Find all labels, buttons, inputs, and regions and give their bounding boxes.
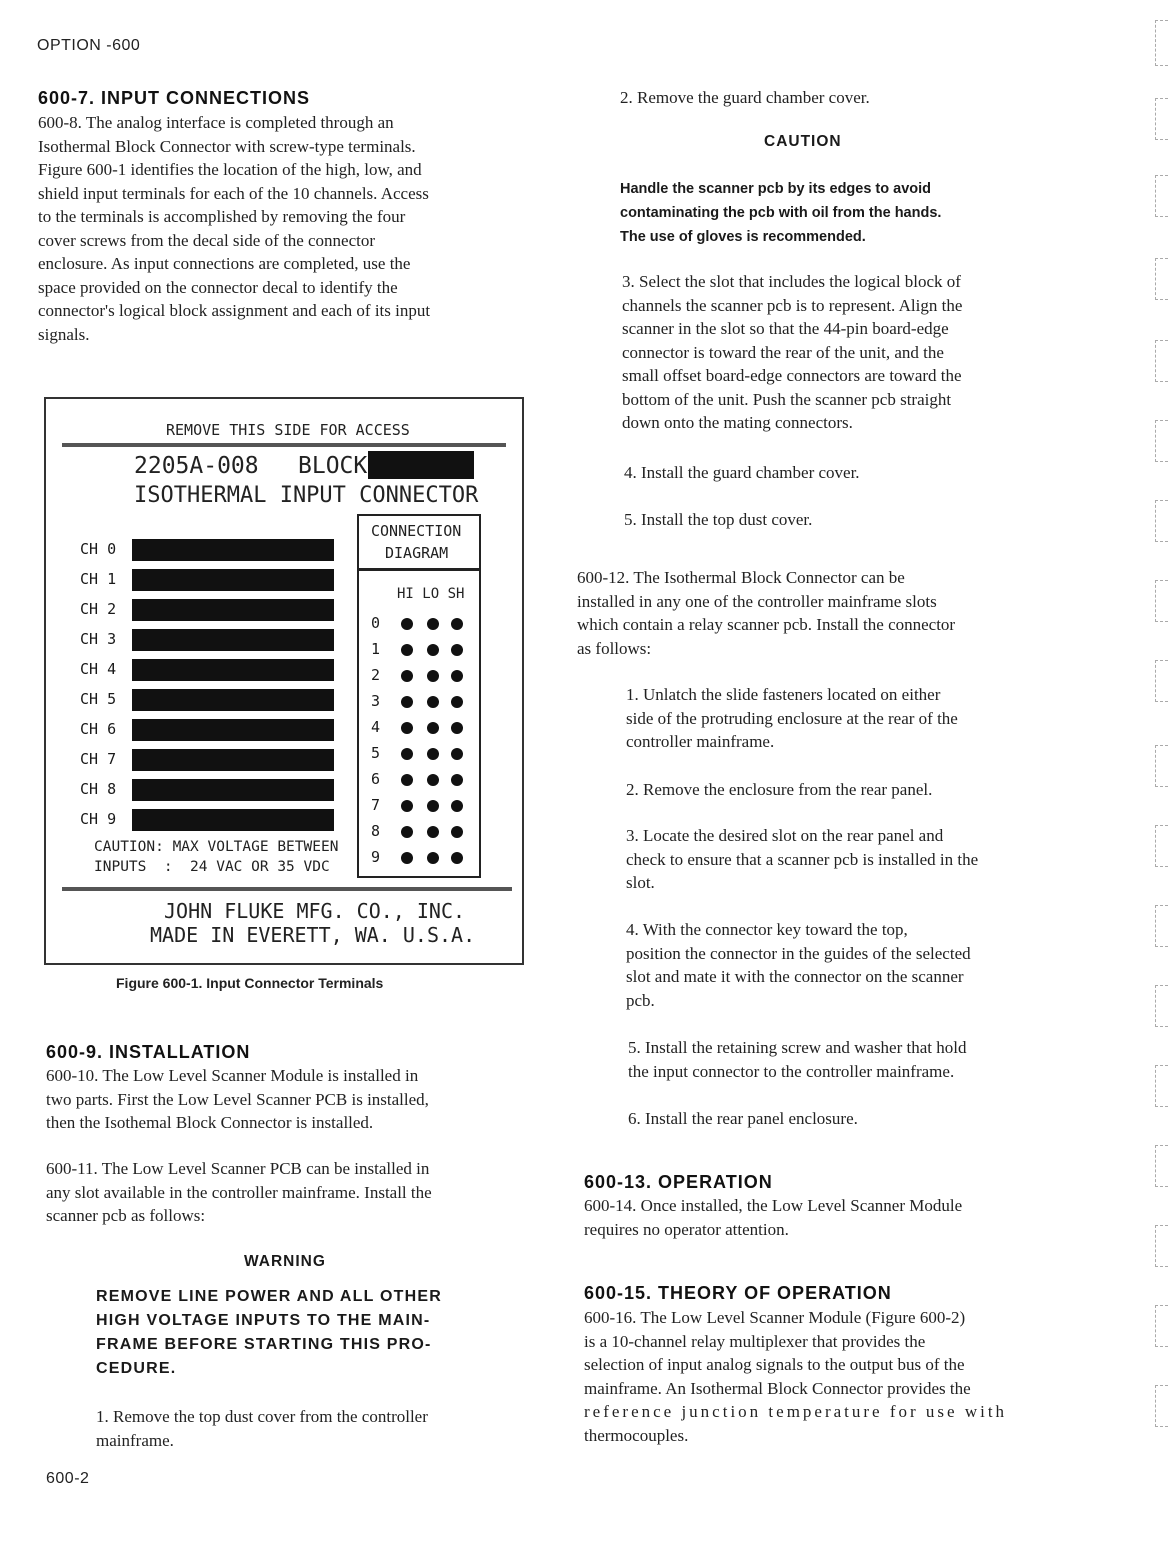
- terminal-row: [371, 640, 471, 660]
- text-line: 600-12. The Isothermal Block Connector can be: [577, 568, 905, 587]
- text-line: enclosure. As input connections are completed, use the: [38, 254, 411, 273]
- terminal-row: [371, 770, 471, 790]
- hi-terminal: [401, 696, 413, 708]
- text-line: signals.: [38, 324, 90, 344]
- channel-label: CH 2: [80, 600, 117, 618]
- text-line: installed in any one of the controller mainframe slots: [577, 591, 937, 611]
- terminal-row: [371, 692, 471, 712]
- heading-input-connections: 600-7. INPUT CONNECTIONS: [38, 88, 311, 108]
- channel-label-strip: [132, 719, 334, 741]
- edge-tab: [1155, 20, 1168, 66]
- edge-tab: [1155, 745, 1168, 787]
- figure-caution-line: CAUTION: MAX VOLTAGE BETWEEN: [94, 839, 339, 855]
- hi-terminal: [401, 618, 413, 630]
- warning-title: WARNING: [244, 1253, 326, 1270]
- figure-block-label: BLOCK: [298, 453, 368, 479]
- shield-terminal: [451, 618, 463, 630]
- channel-label-strip: [132, 569, 334, 591]
- connector-step-4: [626, 918, 1054, 1012]
- shield-terminal: [451, 722, 463, 734]
- channel-label: CH 8: [80, 780, 117, 798]
- text-line: two parts. First the Low Level Scanner PCB is installed,: [46, 1089, 429, 1109]
- text-line: connector's logical block assignment and each of its input: [38, 301, 431, 320]
- connector-step-1: [626, 683, 1054, 754]
- shield-terminal: [451, 670, 463, 682]
- lo-terminal: [427, 748, 439, 760]
- text-line: Figure 600-1 identifies the location of the high, low, and: [38, 160, 422, 179]
- step-1: [96, 1405, 528, 1452]
- terminal-row-number: 6: [371, 770, 381, 788]
- text-line: scanner in the slot so that the 44-pin board-edge: [622, 319, 949, 338]
- text-line: mainframe.: [96, 1430, 174, 1450]
- edge-tab: [1155, 258, 1168, 300]
- text-line: the input connector to the controller mainframe.: [628, 1061, 955, 1081]
- warning-text: [96, 1285, 482, 1381]
- text-line: channels the scanner pcb is to represent. Align the: [622, 295, 963, 315]
- text-line: CEDURE.: [96, 1360, 177, 1377]
- shield-terminal: [451, 826, 463, 838]
- edge-tab: [1155, 1145, 1168, 1187]
- manufacturer-name: JOHN FLUKE MFG. CO., INC.: [164, 899, 466, 923]
- text-line: REMOVE LINE POWER AND ALL OTHER: [96, 1288, 442, 1305]
- text-line: bottom of the unit. Push the scanner pcb straight: [622, 389, 952, 409]
- para-600-8: [38, 111, 518, 346]
- terminal-row-number: 3: [371, 692, 381, 710]
- para-600-16: [584, 1306, 1058, 1447]
- edge-tab: [1155, 98, 1168, 140]
- terminal-row-number: 8: [371, 822, 381, 840]
- text-line: 600-14. Once installed, the Low Level Scanner Module: [584, 1196, 963, 1215]
- connector-step-3: [626, 824, 1054, 895]
- terminal-row: [371, 614, 471, 634]
- channel-label-strip: [132, 809, 334, 831]
- edge-tab: [1155, 985, 1168, 1027]
- text-line: Isothermal Block Connector with screw-type terminals.: [38, 136, 416, 156]
- step-5: 5. Install the top dust cover.: [624, 510, 813, 529]
- edge-tab: [1155, 905, 1168, 947]
- lo-terminal: [427, 852, 439, 864]
- lo-terminal: [427, 826, 439, 838]
- shield-terminal: [451, 800, 463, 812]
- lo-terminal: [427, 618, 439, 630]
- text-line: mainframe. An Isothermal Block Connector provides the: [584, 1378, 971, 1398]
- figure-title: ISOTHERMAL INPUT CONNECTOR: [134, 483, 479, 508]
- shield-terminal: [451, 748, 463, 760]
- shield-terminal: [451, 774, 463, 786]
- edge-tab: [1155, 1065, 1168, 1107]
- shield-terminal: [451, 644, 463, 656]
- diagram-subtitle: DIAGRAM: [385, 544, 449, 562]
- connection-diagram: [357, 514, 481, 878]
- connector-step-2: 2. Remove the enclosure from the rear panel.: [626, 780, 933, 799]
- text-line: down onto the mating connectors.: [622, 413, 853, 432]
- text-line: to the terminals is accomplished by removing the four: [38, 207, 406, 226]
- channel-label: CH 6: [80, 720, 117, 738]
- channel-label: CH 3: [80, 630, 117, 648]
- caution-title: CAUTION: [764, 133, 842, 150]
- text-line: connector is toward the rear of the unit, and the: [622, 342, 944, 362]
- terminal-row: [371, 666, 471, 686]
- text-line: space provided on the connector decal to identify the: [38, 277, 398, 297]
- terminal-row-number: 9: [371, 848, 381, 866]
- text-line: 3. Locate the desired slot on the rear panel and: [626, 826, 944, 845]
- channel-label-strip: [132, 689, 334, 711]
- text-line: HIGH VOLTAGE INPUTS TO THE MAIN-: [96, 1312, 431, 1329]
- edge-tab: [1155, 660, 1168, 702]
- lo-terminal: [427, 800, 439, 812]
- terminal-row: [371, 744, 471, 764]
- text-line: 600-11. The Low Level Scanner PCB can be installed in: [46, 1159, 430, 1178]
- figure-part-number: 2205A-008: [134, 453, 259, 479]
- lo-terminal: [427, 774, 439, 786]
- text-line: reference junction temperature for use with: [584, 1402, 1008, 1421]
- figure-access-text: REMOVE THIS SIDE FOR ACCESS: [166, 421, 410, 439]
- lo-terminal: [427, 696, 439, 708]
- para-600-14: [584, 1194, 1058, 1241]
- terminal-row-number: 7: [371, 796, 381, 814]
- channel-label: CH 9: [80, 810, 117, 828]
- edge-tab: [1155, 825, 1168, 867]
- text-line: check to ensure that a scanner pcb is installed in the: [626, 849, 979, 869]
- block-number-field: [368, 451, 474, 479]
- text-line: controller mainframe.: [626, 732, 775, 751]
- hi-terminal: [401, 852, 413, 864]
- text-line: any slot available in the controller mainframe. Install the: [46, 1182, 432, 1202]
- text-line: contaminating the pcb with oil from the hands.: [620, 205, 942, 221]
- page-number: 600-2: [46, 1470, 90, 1487]
- step-3: [622, 270, 1050, 435]
- terminal-row-number: 1: [371, 640, 381, 658]
- terminal-row: [371, 848, 471, 868]
- text-line: FRAME BEFORE STARTING THIS PRO-: [96, 1336, 432, 1353]
- text-line: then the Isothemal Block Connector is installed.: [46, 1113, 374, 1132]
- text-line: scanner pcb as follows:: [46, 1206, 206, 1225]
- edge-tab: [1155, 1225, 1168, 1267]
- text-line: The use of gloves is recommended.: [620, 229, 866, 245]
- text-line: slot.: [626, 873, 655, 892]
- connector-step-6: 6. Install the rear panel enclosure.: [628, 1109, 858, 1128]
- terminal-row: [371, 718, 471, 738]
- channel-label-strip: [132, 539, 334, 561]
- hi-terminal: [401, 774, 413, 786]
- channel-label: CH 0: [80, 540, 117, 558]
- diagram-title: CONNECTION: [371, 522, 462, 540]
- text-line: side of the protruding enclosure at the rear of the: [626, 708, 958, 728]
- text-line: Handle the scanner pcb by its edges to avoid: [620, 181, 932, 197]
- lo-terminal: [427, 670, 439, 682]
- channel-label-strip: [132, 629, 334, 651]
- shield-terminal: [451, 696, 463, 708]
- text-line: requires no operator attention.: [584, 1219, 789, 1239]
- text-line: 5. Install the retaining screw and washer that hold: [628, 1038, 967, 1057]
- channel-label: CH 7: [80, 750, 117, 768]
- channel-label-strip: [132, 749, 334, 771]
- hi-terminal: [401, 644, 413, 656]
- edge-tab: [1155, 1385, 1168, 1427]
- edge-tab: [1155, 340, 1168, 382]
- terminal-row-number: 0: [371, 614, 381, 632]
- para-600-10: [46, 1064, 526, 1135]
- lo-terminal: [427, 722, 439, 734]
- hi-terminal: [401, 670, 413, 682]
- edge-tab: [1155, 1305, 1168, 1347]
- connector-figure: [44, 397, 524, 965]
- text-line: selection of input analog signals to the output bus of the: [584, 1355, 965, 1374]
- channel-label: CH 4: [80, 660, 117, 678]
- text-line: position the connector in the guides of the selected: [626, 943, 971, 963]
- text-line: small offset board-edge connectors are toward the: [622, 366, 962, 385]
- hi-terminal: [401, 826, 413, 838]
- text-line: slot and mate it with the connector on the scanner: [626, 967, 964, 986]
- terminal-row-number: 5: [371, 744, 381, 762]
- terminal-row: [371, 796, 471, 816]
- text-line: is a 10-channel relay multiplexer that provides the: [584, 1331, 926, 1351]
- page-header: OPTION -600: [37, 37, 141, 54]
- caution-text: [620, 177, 1050, 249]
- text-line: thermocouples.: [584, 1425, 689, 1445]
- channel-label: CH 5: [80, 690, 117, 708]
- text-line: 600-16. The Low Level Scanner Module (Figure 600-2): [584, 1308, 966, 1327]
- diagram-divider: [359, 568, 479, 571]
- channel-label-strip: [132, 659, 334, 681]
- para-600-11: [46, 1157, 526, 1228]
- text-line: pcb.: [626, 990, 655, 1010]
- terminal-row-number: 2: [371, 666, 381, 684]
- text-line: shield input terminals for each of the 10 channels. Access: [38, 183, 429, 203]
- divider: [62, 887, 512, 891]
- terminal-row: [371, 822, 471, 842]
- hi-terminal: [401, 800, 413, 812]
- edge-tab: [1155, 420, 1168, 462]
- heading-theory: 600-15. THEORY OF OPERATION: [584, 1283, 892, 1303]
- channel-label: CH 1: [80, 570, 117, 588]
- shield-terminal: [451, 852, 463, 864]
- text-line: 4. With the connector key toward the top,: [626, 920, 908, 939]
- text-line: as follows:: [577, 638, 652, 658]
- text-line: 1. Unlatch the slide fasteners located on either: [626, 685, 941, 704]
- edge-tab: [1155, 580, 1168, 622]
- terminal-row-number: 4: [371, 718, 381, 736]
- hi-terminal: [401, 748, 413, 760]
- channel-label-strip: [132, 779, 334, 801]
- figure-caution-line: INPUTS : 24 VAC OR 35 VDC: [94, 859, 330, 875]
- text-line: cover screws from the decal side of the connector: [38, 230, 376, 250]
- step-2: 2. Remove the guard chamber cover.: [620, 88, 870, 107]
- text-line: 600-10. The Low Level Scanner Module is installed in: [46, 1066, 419, 1085]
- edge-tab: [1155, 175, 1168, 217]
- text-line: 600-8. The analog interface is completed through an: [38, 113, 394, 132]
- manufacturer-location: MADE IN EVERETT, WA. U.S.A.: [150, 923, 476, 947]
- divider: [62, 443, 506, 447]
- text-line: 3. Select the slot that includes the logical block of: [622, 272, 961, 291]
- para-600-12: [577, 566, 1053, 660]
- connector-step-5: [628, 1036, 1056, 1083]
- step-4: 4. Install the guard chamber cover.: [624, 463, 860, 482]
- heading-installation: 600-9. INSTALLATION: [46, 1042, 251, 1062]
- text-line: 1. Remove the top dust cover from the controller: [96, 1407, 428, 1426]
- text-line: which contain a relay scanner pcb. Install the connector: [577, 615, 956, 634]
- diagram-columns: HI LO SH: [397, 586, 465, 602]
- lo-terminal: [427, 644, 439, 656]
- hi-terminal: [401, 722, 413, 734]
- edge-tab: [1155, 500, 1168, 542]
- figure-caption: Figure 600-1. Input Connector Terminals: [116, 975, 384, 991]
- channel-label-strip: [132, 599, 334, 621]
- heading-operation: 600-13. OPERATION: [584, 1172, 773, 1192]
